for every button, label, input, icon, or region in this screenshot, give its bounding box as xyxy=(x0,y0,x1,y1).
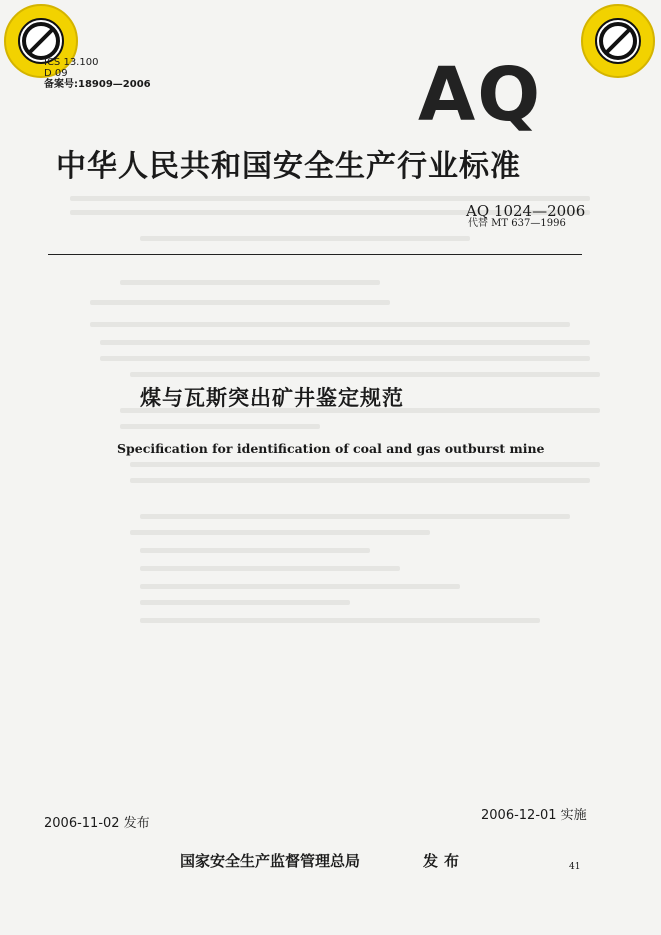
standard-number: AQ 1024—2006 xyxy=(466,202,586,220)
issue-date: 2006-11-02 发布 xyxy=(44,816,150,831)
ics-code: ICS 13.100 xyxy=(44,57,99,68)
replaces-standard: 代替 MT 637—1996 xyxy=(468,218,566,229)
record-number: 备案号:18909—2006 xyxy=(44,79,151,90)
document-title-zh: 煤与瓦斯突出矿井鉴定规范 xyxy=(140,386,404,410)
standard-category-title: 中华人民共和国安全生产行业标准 xyxy=(56,149,521,184)
page-number: 41 xyxy=(569,862,581,872)
ccs-code: D 09 xyxy=(44,68,68,79)
classification-block xyxy=(44,57,151,90)
issuing-authority: 国家安全生产监督管理总局 xyxy=(180,852,361,870)
document-title-en: Specification for identification of coal and gas outburst mine xyxy=(117,441,545,456)
standard-logo: AQ xyxy=(418,52,543,138)
publish-label: 发布 xyxy=(423,852,466,870)
header-divider xyxy=(48,254,582,255)
implementation-date: 2006-12-01 实施 xyxy=(481,808,587,823)
watermark-badge-right[interactable] xyxy=(579,2,657,80)
